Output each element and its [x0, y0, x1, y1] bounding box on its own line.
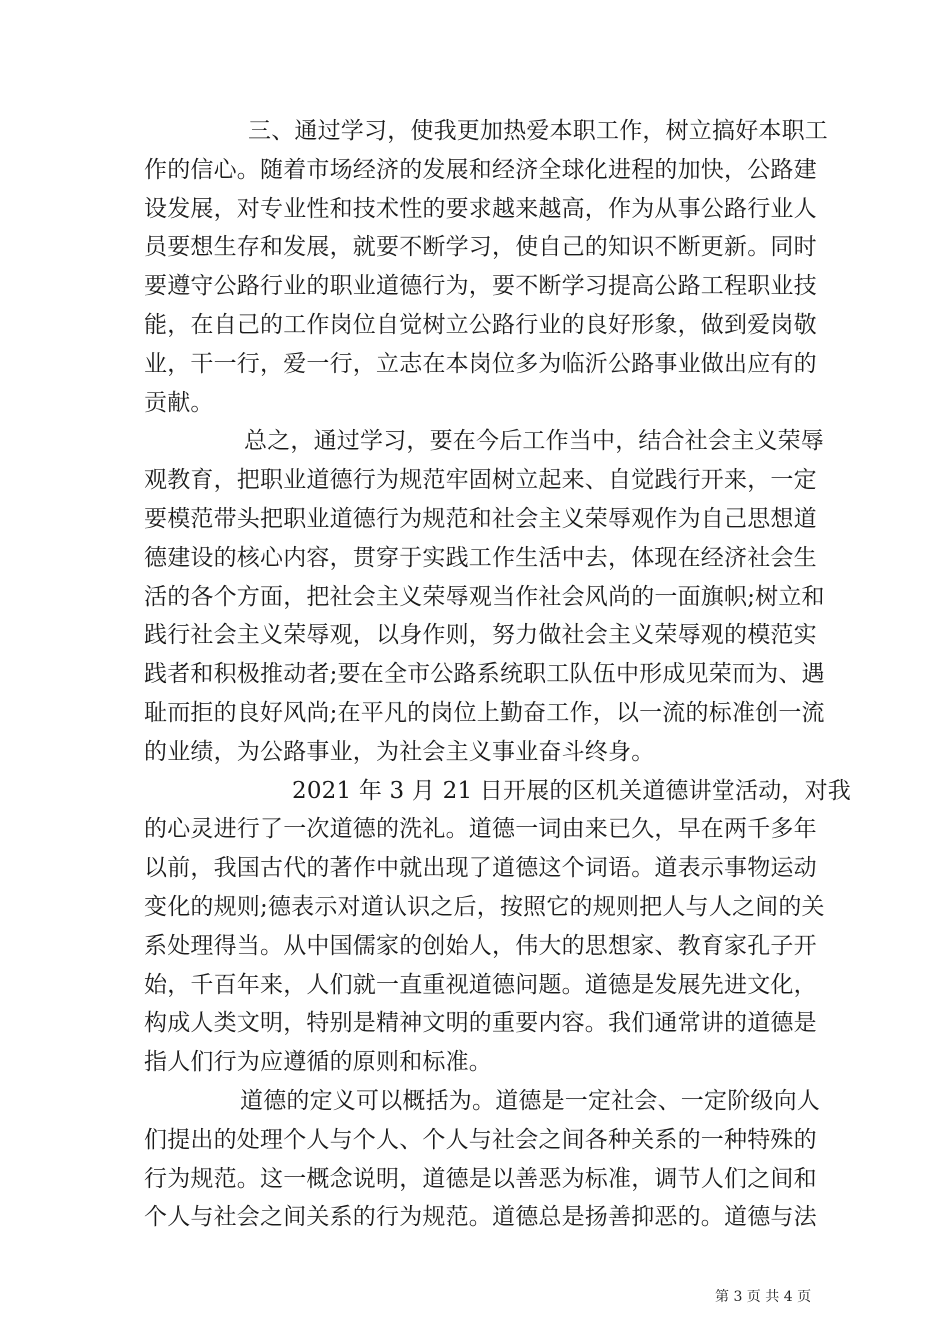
text-line: 作的信心。随着市场经济的发展和经济全球化进程的加快，公路建 — [144, 156, 817, 183]
text-line: 行为规范。这一概念说明，道德是以善恶为标准，调节人们之间和 — [144, 1165, 817, 1192]
text-line: 德建设的核心内容，贯穿于实践工作生活中去，体现在经济社会生 — [144, 544, 817, 571]
text-line: 设发展，对专业性和技术性的要求越来越高，作为从事公路行业人 — [144, 195, 817, 222]
paragraph-4 — [144, 1082, 820, 1237]
text-line: 三、通过学习，使我更加热爱本职工作，树立搞好本职工 — [248, 118, 828, 144]
page-number-footer: 第 3 页 共 4 页 — [715, 1289, 812, 1305]
text-line: 道德的定义可以概括为。道德是一定社会、一定阶级向人 — [240, 1087, 820, 1114]
paragraph-2 — [144, 422, 825, 771]
text-line: 变化的规则;德表示对道认识之后，按照它的规则把人与人之间的关 — [144, 893, 825, 920]
text-line: 要模范带头把职业道德行为规范和社会主义荣辱观作为自己思想道 — [144, 505, 817, 532]
text-line: 总之，通过学习，要在今后工作当中，结合社会主义荣辱 — [244, 428, 824, 455]
text-line: 活的各个方面，把社会主义荣辱观当作社会风尚的一面旗帜;树立和 — [144, 583, 825, 610]
text-line: 个人与社会之间关系的行为规范。道德总是扬善抑恶的。道德与法 — [144, 1204, 817, 1231]
text-line: 能，在自己的工作岗位自觉树立公路行业的良好形象，做到爱岗敬 — [144, 311, 817, 338]
text-line: 观教育，把职业道德行为规范牢固树立起来、自觉践行开来，一定 — [144, 467, 817, 494]
text-line: 指人们行为应遵循的原则和标准。 — [144, 1049, 492, 1076]
text-line: 系处理得当。从中国儒家的创始人，伟大的思想家、教育家孔子开 — [144, 932, 817, 959]
paragraph-3 — [144, 772, 851, 1082]
text-line: 要遵守公路行业的职业道德行为，要不断学习提高公路工程职业技 — [144, 273, 817, 300]
text-line: 贡献。 — [144, 389, 214, 416]
text-line: 2021 年 3 月 21 日开展的区机关道德讲堂活动，对我 — [292, 777, 851, 804]
paragraph-1 — [144, 112, 828, 422]
document-body — [144, 112, 851, 1237]
text-line: 始，千百年来，人们就一直重视道德问题。道德是发展先进文化， — [144, 971, 817, 998]
text-line: 构成人类文明，特别是精神文明的重要内容。我们通常讲的道德是 — [144, 1010, 817, 1037]
text-line: 耻而拒的良好风尚;在平凡的岗位上勤奋工作，以一流的标准创一流 — [144, 699, 825, 726]
text-line: 的心灵进行了一次道德的洗礼。道德一词由来已久，早在两千多年 — [144, 816, 817, 843]
text-line: 业，干一行，爱一行，立志在本岗位多为临沂公路事业做出应有的 — [144, 350, 817, 377]
text-line: 以前，我国古代的著作中就出现了道德这个词语。道表示事物运动 — [144, 855, 817, 882]
text-line: 践行社会主义荣辱观，以身作则，努力做社会主义荣辱观的模范实 — [144, 622, 817, 649]
text-line: 员要想生存和发展，就要不断学习，使自己的知识不断更新。同时 — [144, 234, 817, 261]
text-line: 的业绩，为公路事业，为社会主义事业奋斗终身。 — [144, 738, 655, 765]
text-line: 们提出的处理个人与个人、个人与社会之间各种关系的一种特殊的 — [144, 1126, 817, 1153]
text-line: 践者和积极推动者;要在全市公路系统职工队伍中形成见荣而为、遇 — [144, 661, 825, 688]
